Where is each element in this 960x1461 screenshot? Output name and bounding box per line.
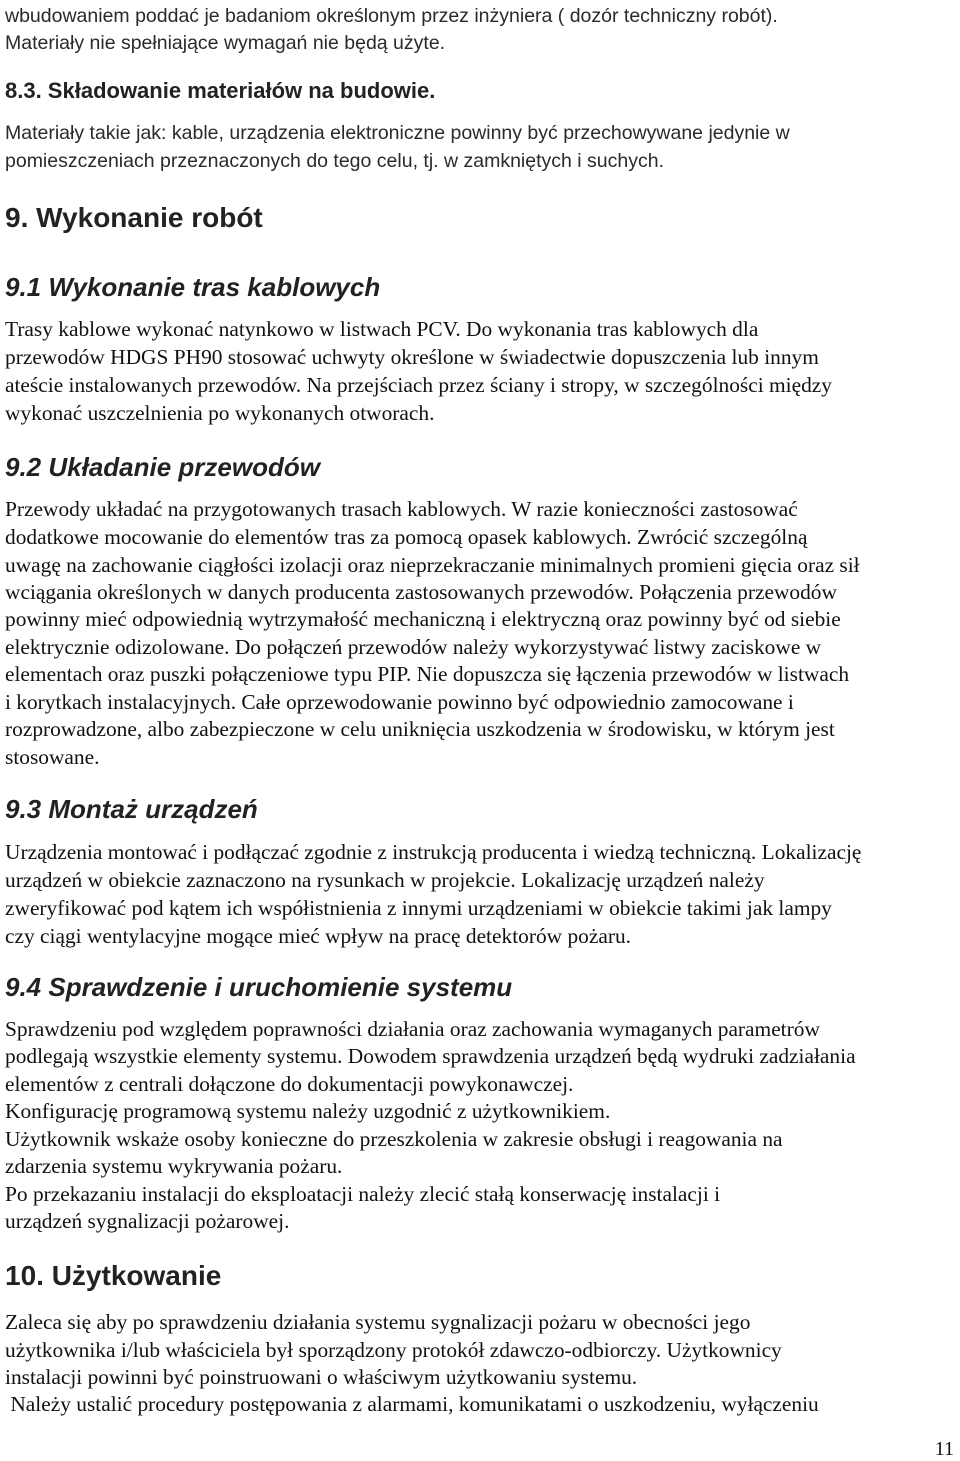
text-line: Trasy kablowe wykonać natynkowo w listwach PCV. Do wykonania tras kablowych dla — [5, 317, 759, 341]
text-line: Zaleca się aby po sprawdzeniu działania systemu sygnalizacji pożaru w obecności jego — [5, 1310, 751, 1334]
text-line: Użytkownik wskaże osoby konieczne do przeszkolenia w zakresie obsługi i reagowania na — [5, 1127, 783, 1151]
text-line: instalacji powinni być poinstruowani o właściwym użytkowaniu systemu. — [5, 1365, 638, 1389]
text-line: Po przekazaniu instalacji do eksploatacji należy zlecić stałą konserwację instalacji i — [5, 1182, 721, 1206]
text-line: Materiały takie jak: kable, urządzenia elektroniczne powinny być przechowywane jedynie w — [5, 122, 790, 144]
text-line: wykonać uszczelnienia po wykonanych otworach. — [5, 401, 435, 425]
text-line: Należy ustalić procedury postępowania z alarmami, komunikatami o uszkodzeniu, wyłączeniu — [5, 1392, 819, 1416]
text-line: urządzeń w obiekcie zaznaczono na rysunkach w projekcie. Lokalizację urządzeń należy — [5, 868, 765, 892]
section-heading-9-3: 9.3 Montaż urządzeń — [5, 794, 258, 824]
section-heading-8-3: 8.3. Składowanie materiałów na budowie. — [5, 78, 436, 103]
section-heading-9-1: 9.1 Wykonanie tras kablowych — [5, 272, 381, 302]
section-heading-9: 9. Wykonanie robót — [5, 202, 263, 233]
text-line: przewodów HDGS PH90 stosować uchwyty określone w świadectwie dopuszczenia lub innym — [5, 345, 819, 369]
text-line: Materiały nie spełniające wymagań nie będą użyte. — [5, 32, 446, 54]
text-line: wbudowaniem poddać je badaniom określonym przez inżyniera ( dozór techniczny robót). — [5, 5, 778, 27]
section-heading-9-4: 9.4 Sprawdzenie i uruchomienie systemu — [5, 972, 513, 1002]
text-line: użytkownika i/lub właściciela był sporządzony protokół zdawczo-odbiorczy. Użytkownicy — [5, 1338, 782, 1362]
text-line: powinny mieć odpowiednią wytrzymałość mechaniczną i elektryczną oraz powinny być od siebie — [5, 607, 841, 631]
text-line: i korytkach instalacyjnych. Całe oprzewodowanie powinno być odpowiednio zamocowane i — [5, 690, 794, 714]
text-line: urządzeń sygnalizacji pożarowej. — [5, 1209, 290, 1233]
text-line: elektrycznie odizolowane. Do połączeń przewodów należy wykorzystywać listwy zaciskowe w — [5, 635, 822, 659]
text-line: ateście instalowanych przewodów. Na przejściach przez ściany i stropy, w szczególności między — [5, 373, 832, 397]
section-heading-9-2: 9.2 Układanie przewodów — [5, 452, 320, 482]
text-line: uwagę na zachowanie ciągłości izolacji oraz nieprzekraczanie minimalnych promieni gięcia oraz sił — [5, 553, 860, 577]
text-line: zweryfikować pod kątem ich współistnienia z innymi urządzeniami w obiekcie takimi jak lampy — [5, 896, 832, 920]
text-line: Urządzenia montować i podłączać zgodnie z instrukcją producenta i wiedzą techniczną. Lokalizację — [5, 840, 862, 864]
text-line: elementach oraz puszki połączeniowe typu PIP. Nie dopuszcza się łączenia przewodów w listwach — [5, 662, 850, 686]
text-line: Sprawdzeniu pod względem poprawności działania oraz zachowania wymaganych parametrów — [5, 1017, 820, 1041]
text-line: zdarzenia systemu wykrywania pożaru. — [5, 1154, 343, 1178]
text-line: wciągania określonych w danych producenta zastosowanych przewodów. Połączenia przewodów — [5, 580, 837, 604]
text-line: dodatkowe mocowanie do elementów tras za pomocą opasek kablowych. Zwrócić szczególną — [5, 525, 808, 549]
text-line: Konfigurację programową systemu należy uzgodnić z użytkownikiem. — [5, 1099, 611, 1123]
text-line: czy ciągi wentylacyjne mogące mieć wpływ na pracę detektorów pożaru. — [5, 924, 631, 948]
section-heading-10: 10. Użytkowanie — [5, 1260, 222, 1291]
text-line: stosowane. — [5, 745, 100, 769]
text-line: podlegają wszystkie elementy systemu. Dowodem sprawdzenia urządzeń będą wydruki zadziałania — [5, 1044, 856, 1068]
text-line: pomieszczeniach przeznaczonych do tego celu, tj. w zamkniętych i suchych. — [5, 150, 664, 172]
text-line: rozprowadzone, albo zabezpieczone w celu uniknięcia uszkodzenia w środowisku, w którym jest — [5, 717, 835, 741]
text-line: Przewody układać na przygotowanych trasach kablowych. W razie konieczności zastosować — [5, 497, 798, 521]
page-number: 11 — [934, 1438, 954, 1460]
text-line: elementów z centrali dołączone do dokumentacji powykonawczej. — [5, 1072, 574, 1096]
